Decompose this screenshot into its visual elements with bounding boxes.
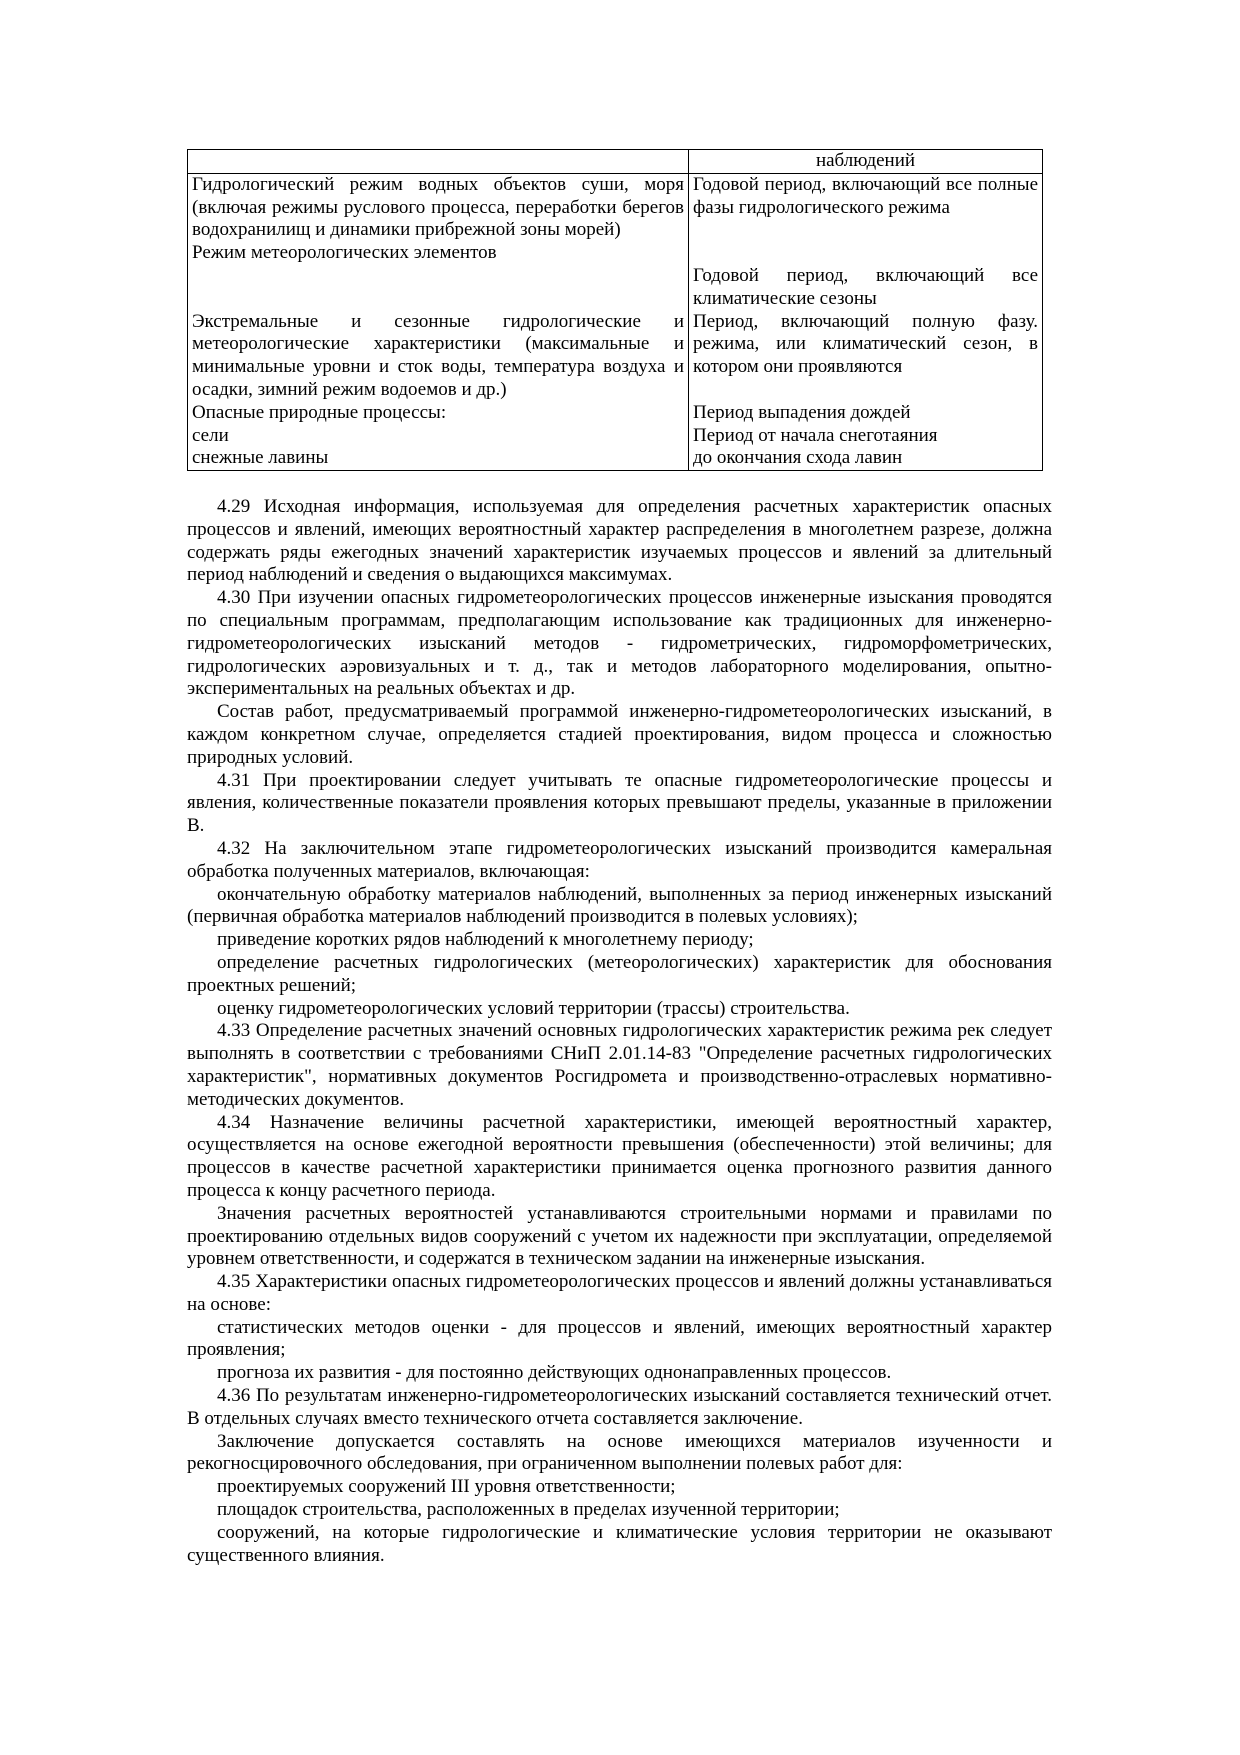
table-row [188, 402, 1043, 471]
paragraph: Заключение допускается составлять на основе имеющихся материалов изученности и рекогносцировочного обследования, при ограниченном выполнении полевых работ для: [187, 1430, 1052, 1475]
paragraph-4-33: 4.33 Определение расчетных значений основных гидрологических характеристик режима рек следует выполнять в соответствии с требованиями СНиП 2.01.14-83 "Определение расчетных гидрологических характеристик", нормативных документов Росгидромета и производственно-отраслевых нормативно-методических документов. [187, 1020, 1052, 1110]
table-cell-line: Период выпадения дождей [693, 401, 911, 423]
paragraph-4-31: 4.31 При проектировании следует учитывать те опасные гидрометеорологические процессы и явления, количественные показатели проявления которых превышают пределы, указанные в приложении В. [187, 769, 1052, 837]
paragraph-4-35: 4.35 Характеристики опасных гидрометеорологических процессов и явлений должны устанавливаться на основе: [187, 1271, 1052, 1315]
list-item: статистических методов оценки - для процессов и явлений, имеющих вероятностный характер проявления; [187, 1316, 1052, 1361]
table-cell-line: Период от начала снеготаяния [693, 424, 938, 446]
table-cell-element: Гидрологический режим водных объектов суши, моря (включая режимы руслового процесса, переработки берегов водохранилищ и динамики прибрежной зоны морей) [188, 173, 689, 242]
list-item: определение расчетных гидрологических (метеорологических) характеристик для обоснования проектных решений; [187, 951, 1052, 996]
list-item: приведение коротких рядов наблюдений к многолетнему периоду; [217, 929, 754, 951]
list-item: окончательную обработку материалов наблюдений, выполненных за период инженерных изысканий (первичная обработка материалов наблюдений производится в полевых условиях); [187, 883, 1052, 928]
paragraph-4-34: 4.34 Назначение величины расчетной характеристики, имеющей вероятностный характер, осуществляется на основе ежегодной вероятности превышения (обеспеченности) этой величины; для процессов в качестве расчетной характеристики принимается оценка прогнозного развития данного процесса к концу расчетного периода. [187, 1111, 1052, 1201]
paragraph: Состав работ, предусматриваемый программой инженерно-гидрометеорологических изысканий, в каждом конкретном случае, определяется стадией проектирования, видом процесса и сложностью природных условий. [187, 701, 1052, 768]
table-cell-period: Годовой период, включающий все климатические сезоны [689, 242, 1043, 310]
table-cell-line: сели [192, 424, 229, 446]
table-cell-line: Опасные природные процессы: [192, 401, 447, 423]
paragraph-4-29: 4.29 Исходная информация, используемая для определения расчетных характеристик опасных процессов и явлений, имеющих вероятностный характер распределения в многолетнем разрезе, должна содержать ряды ежегодных значений характеристик изучаемых процессов и явлений за длительный период наблюдений и сведения о выдающихся максимумах. [187, 496, 1052, 586]
table-cell-period [689, 402, 1043, 471]
table-cell-element: Режим метеорологических элементов [188, 242, 689, 310]
table-cell-line: снежные лавины [192, 447, 329, 469]
observation-period-table [187, 149, 1043, 471]
list-item: прогноза их развития - для постоянно действующих однонаправленных процессов. [217, 1362, 892, 1384]
paragraph-4-32: 4.32 На заключительном этапе гидрометеорологических изысканий производится камеральная обработка полученных материалов, включающая: [187, 837, 1052, 882]
table-row [188, 242, 1043, 310]
table-cell-line: до окончания схода лавин [693, 447, 903, 469]
paragraph-4-36: 4.36 По результатам инженерно-гидрометеорологических изысканий составляется технический отчет. В отдельных случаях вместо технического отчета составляется заключение. [187, 1385, 1052, 1429]
table-cell-period: Годовой период, включающий все полные фазы гидрологического режима [689, 173, 1043, 242]
list-item: сооружений, на которые гидрологические и климатические условия территории не оказывают существенного влияния. [187, 1521, 1052, 1566]
body-text [187, 496, 1052, 1567]
list-item: оценку гидрометеорологических условий территории (трассы) строительства. [217, 997, 850, 1019]
table-cell-element: Экстремальные и сезонные гидрологические и метеорологические характеристики (максимальные и минимальные уровни и сток воды, температура воздуха и осадки, зимний режим водоемов и др.) [188, 311, 689, 402]
table-header-row [188, 150, 1043, 174]
paragraph-4-30: 4.30 При изучении опасных гидрометеорологических процессов инженерные изыскания проводятся по специальным программам, предполагающим использование как традиционных для инженерно-гидрометеорологических изысканий методов - гидрометрических, гидроморфометрических, гидрологических аэровизуальных и т. д., так и методов лабораторного моделирования, опытно-экспериментальных на реальных объектах и др. [187, 587, 1052, 700]
table-row [188, 311, 1043, 402]
table-cell-empty [188, 150, 689, 174]
table-header-cell: наблюдений [689, 150, 1043, 174]
list-item: проектируемых сооружений III уровня ответственности; [217, 1476, 676, 1498]
list-item: площадок строительства, расположенных в пределах изученной территории; [217, 1499, 840, 1521]
table-cell-element [188, 402, 689, 471]
table-cell-period: Период, включающий полную фазу. режима, или климатический сезон, в котором они проявляются [689, 311, 1043, 402]
paragraph: Значения расчетных вероятностей устанавливаются строительными нормами и правилами по проектированию отдельных видов сооружений с учетом их надежности при эксплуатации, определяемой уровнем ответственности, и содержатся в техническом задании на инженерные изыскания. [187, 1202, 1052, 1270]
table-row [188, 173, 1043, 242]
